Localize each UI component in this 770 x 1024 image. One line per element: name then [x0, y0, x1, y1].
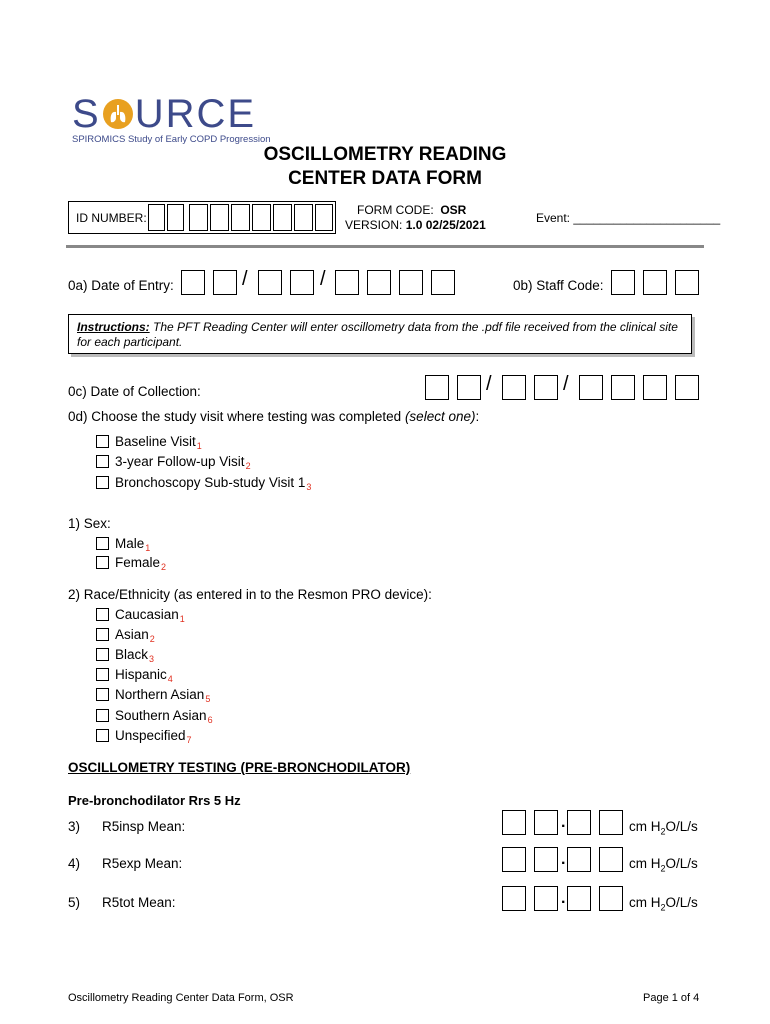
r5exp-digit-box[interactable] — [567, 847, 591, 872]
r5insp-digit-box[interactable] — [567, 810, 591, 835]
collection-year-box[interactable] — [675, 375, 699, 400]
entry-day-box[interactable] — [290, 270, 314, 295]
checkbox[interactable] — [96, 455, 109, 468]
option-bronchoscopy-visit[interactable]: Bronchoscopy Sub-study Visit $1_3$ — [96, 475, 311, 492]
id-digit-box[interactable] — [148, 204, 165, 231]
header-divider — [66, 245, 704, 248]
entry-year-box[interactable] — [431, 270, 455, 295]
r5insp-digit-box[interactable] — [534, 810, 558, 835]
entry-month-box[interactable] — [181, 270, 205, 295]
id-digit-box[interactable] — [294, 204, 313, 231]
measure-label: R5exp Mean: — [102, 856, 183, 871]
collection-day-box[interactable] — [502, 375, 526, 400]
collection-year-box[interactable] — [643, 375, 667, 400]
checkbox[interactable] — [96, 608, 109, 621]
r5exp-digit-box[interactable] — [599, 847, 623, 872]
date-separator: / — [486, 373, 492, 395]
r5insp-digit-box[interactable] — [599, 810, 623, 835]
measure-unit: cm $H_2O/L/s$ — [629, 895, 698, 913]
sex-question: 1) Sex: — [68, 516, 111, 531]
date-of-entry-label: 0a) Date of Entry: — [68, 278, 174, 293]
entry-year-box[interactable] — [335, 270, 359, 295]
measure-number: 5) — [68, 895, 81, 910]
checkbox[interactable] — [96, 709, 109, 722]
id-digit-box[interactable] — [315, 204, 333, 231]
id-digit-box[interactable] — [167, 204, 184, 231]
r5tot-digit-box[interactable] — [567, 886, 591, 911]
source-logo — [72, 92, 272, 148]
instructions-lead: Instructions: — [77, 320, 150, 334]
logo-tagline: SPIROMICS Study of Early COPD Progression — [72, 134, 271, 145]
checkbox[interactable] — [96, 668, 109, 681]
logo-wordmark: S URCE — [72, 92, 257, 136]
option-asian[interactable]: Asian$_2$ — [96, 627, 155, 644]
r5tot-digit-box[interactable] — [502, 886, 526, 911]
section-subtitle: Pre-bronchodilator Rrs 5 Hz — [68, 793, 241, 808]
r5tot-digit-box[interactable] — [534, 886, 558, 911]
entry-year-box[interactable] — [399, 270, 423, 295]
collection-year-box[interactable] — [579, 375, 603, 400]
checkbox[interactable] — [96, 729, 109, 742]
checkbox[interactable] — [96, 628, 109, 641]
staff-code-box[interactable] — [675, 270, 699, 295]
date-of-collection-label: 0c) Date of Collection: — [68, 384, 201, 399]
entry-year-box[interactable] — [367, 270, 391, 295]
staff-code-box[interactable] — [611, 270, 635, 295]
option-followup-visit[interactable]: 3-year Follow-up Visit$_2$ — [96, 454, 251, 471]
measure-unit: cm $H_2O/L/s$ — [629, 856, 698, 874]
option-caucasian[interactable]: Caucasian$_1$ — [96, 607, 185, 624]
checkbox[interactable] — [96, 556, 109, 569]
checkbox[interactable] — [96, 648, 109, 661]
date-separator: / — [320, 268, 326, 290]
instructions-box — [68, 314, 692, 354]
option-northern-asian[interactable]: Northern Asian$_5$ — [96, 687, 210, 704]
option-hispanic[interactable]: Hispanic$_4$ — [96, 667, 173, 684]
option-male[interactable]: Male$_1$ — [96, 536, 150, 553]
date-separator: / — [563, 373, 569, 395]
measure-label: R5insp Mean: — [102, 819, 186, 834]
option-black[interactable]: Black$_3$ — [96, 647, 154, 664]
collection-day-box[interactable] — [534, 375, 558, 400]
measure-number: 3) — [68, 819, 81, 834]
footer-page-number: Page 1 of 4 — [643, 992, 700, 1004]
r5tot-digit-box[interactable] — [599, 886, 623, 911]
decimal-point: . — [561, 890, 566, 907]
option-female[interactable]: Female$_2$ — [96, 555, 166, 572]
race-question: 2) Race/Ethnicity (as entered in to the Resmon PRO device): — [68, 587, 432, 602]
date-separator: / — [242, 268, 248, 290]
measure-label: R5tot Mean: — [102, 895, 176, 910]
staff-code-label: 0b) Staff Code: — [513, 278, 604, 293]
option-southern-asian[interactable]: Southern Asian$_6$ — [96, 708, 213, 725]
staff-code-box[interactable] — [643, 270, 667, 295]
form-code: FORM CODE: OSR — [357, 203, 467, 217]
event-field[interactable]: Event: ______________________ — [536, 211, 721, 225]
option-unspecified[interactable]: Unspecified$_7$ — [96, 728, 192, 745]
entry-month-box[interactable] — [213, 270, 237, 295]
footer-form-name: Oscillometry Reading Center Data Form, OSR — [68, 992, 294, 1004]
decimal-point: . — [561, 814, 566, 831]
id-digit-box[interactable] — [273, 204, 292, 231]
checkbox[interactable] — [96, 435, 109, 448]
measure-unit: cm $H_2O/L/s$ — [629, 819, 698, 837]
r5exp-digit-box[interactable] — [502, 847, 526, 872]
id-digit-box[interactable] — [189, 204, 208, 231]
checkbox[interactable] — [96, 476, 109, 489]
id-digit-box[interactable] — [252, 204, 271, 231]
form-version: VERSION: 1.0 02/25/2021 — [345, 218, 486, 232]
id-digit-box[interactable] — [231, 204, 250, 231]
study-visit-question: 0d) Choose the study visit where testing was completed (select one): — [68, 409, 480, 424]
id-number-label: ID NUMBER: — [76, 211, 147, 225]
lungs-logo-icon — [103, 99, 133, 129]
collection-year-box[interactable] — [611, 375, 635, 400]
instructions-text: The PFT Reading Center will enter oscillometry data from the .pdf file received from the clinical site for each participant. — [77, 320, 678, 349]
checkbox[interactable] — [96, 688, 109, 701]
r5insp-digit-box[interactable] — [502, 810, 526, 835]
r5exp-digit-box[interactable] — [534, 847, 558, 872]
collection-month-box[interactable] — [425, 375, 449, 400]
entry-day-box[interactable] — [258, 270, 282, 295]
id-digit-box[interactable] — [210, 204, 229, 231]
checkbox[interactable] — [96, 537, 109, 550]
collection-month-box[interactable] — [457, 375, 481, 400]
measure-number: 4) — [68, 856, 81, 871]
section-title: OSCILLOMETRY TESTING (PRE-BRONCHODILATOR) — [68, 760, 411, 775]
option-baseline-visit[interactable]: Baseline Visit$_1$ — [96, 434, 202, 451]
form-title: OSCILLOMETRY READING CENTER DATA FORM — [263, 144, 507, 189]
decimal-point: . — [561, 851, 566, 868]
